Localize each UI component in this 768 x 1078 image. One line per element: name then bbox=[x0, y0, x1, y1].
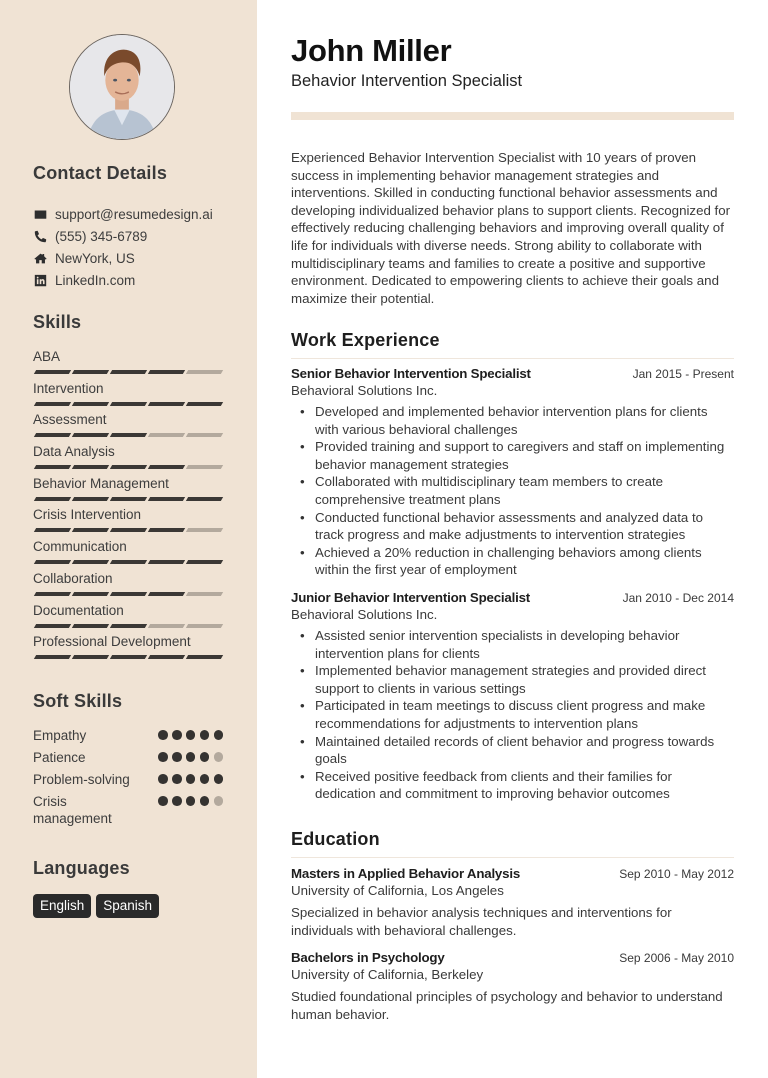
bullet: • Conducted functional behavior assessments and analyzed data to track progress and make adjustments to intervention strategies bbox=[291, 509, 734, 544]
degree-description: Studied foundational principles of psychology and behavior to understand human behavior. bbox=[291, 989, 723, 1022]
skill-level-bar bbox=[33, 465, 223, 469]
soft-skill-item bbox=[33, 771, 223, 793]
job-title: Junior Behavior Intervention Specialist bbox=[291, 590, 530, 605]
bullet: • Assisted senior intervention specialists in developing behavior intervention plans for clients bbox=[291, 627, 734, 662]
soft-skill-rating bbox=[158, 727, 223, 740]
skill-level-segment bbox=[72, 655, 109, 659]
contact-list bbox=[33, 203, 213, 291]
soft-skills-heading: Soft Skills bbox=[33, 691, 123, 711]
skill-level-segment bbox=[72, 592, 109, 596]
languages-heading: Languages bbox=[33, 858, 130, 878]
skill-level-segment bbox=[110, 370, 147, 374]
skill-name: Professional Development bbox=[33, 634, 191, 650]
skill-level-bar bbox=[33, 370, 223, 374]
skill-item bbox=[33, 602, 223, 634]
skill-item bbox=[33, 443, 223, 475]
rating-dot-icon bbox=[158, 752, 168, 762]
skill-level-segment bbox=[72, 497, 109, 501]
rating-dot-icon bbox=[214, 796, 224, 806]
skill-name: Intervention bbox=[33, 380, 104, 396]
rating-dot-icon bbox=[200, 796, 210, 806]
profile-summary: Experienced Behavior Intervention Specialist with 10 years of proven success in implementing behavior management strategies and interventions. Skilled in conducting functional behavior assessments and developing individualized behavior plans to support clients. Recognized for effectively reducing challenging behaviors and improving overall quality of life for individuals with diverse needs. Strong ability to collaborate with multidisciplinary teams and families to create a positive and supportive environment. Dedicated to empowering clients to achieve their goals and maximize their potential. bbox=[291, 150, 731, 306]
institution: University of California, Berkeley bbox=[291, 967, 484, 982]
rating-dot-icon bbox=[158, 796, 168, 806]
skill-level-segment bbox=[186, 528, 223, 532]
rating-dot-icon bbox=[200, 730, 210, 740]
skill-item bbox=[33, 538, 223, 570]
person-photo-icon bbox=[70, 35, 174, 139]
skill-level-segment bbox=[148, 433, 185, 437]
rating-dot-icon bbox=[214, 752, 224, 762]
soft-skill-name: Empathy bbox=[33, 728, 87, 743]
bullet: • Participated in team meetings to discuss client progress and make recommendations for adjustments to intervention plans bbox=[291, 697, 734, 732]
skill-level-segment bbox=[186, 592, 223, 596]
job-date: Jan 2015 - Present bbox=[632, 367, 734, 381]
skill-level-segment bbox=[34, 624, 71, 628]
skill-level-segment bbox=[34, 560, 71, 564]
language-badge-spanish: Spanish bbox=[96, 894, 159, 918]
skill-level-segment bbox=[186, 655, 223, 659]
degree-title: Bachelors in Psychology bbox=[291, 950, 445, 965]
skill-level-segment bbox=[110, 624, 147, 628]
bullet: • Received positive feedback from clients and their families for dedication and commitment to improving behavior outcomes bbox=[291, 768, 734, 803]
soft-skill-rating bbox=[158, 793, 223, 806]
bullet: • Achieved a 20% reduction in challenging behaviors among clients within the first year of employment bbox=[291, 544, 734, 579]
rating-dot-icon bbox=[172, 774, 182, 784]
degree-date: Sep 2006 - May 2010 bbox=[619, 951, 734, 965]
rating-dot-icon bbox=[214, 730, 224, 740]
skill-level-segment bbox=[72, 528, 109, 532]
rating-dot-icon bbox=[200, 774, 210, 784]
skill-level-segment bbox=[72, 560, 109, 564]
skill-level-segment bbox=[148, 370, 185, 374]
contact-linkedin-text: LinkedIn.com bbox=[55, 272, 136, 288]
skill-level-segment bbox=[110, 592, 147, 596]
contact-heading: Contact Details bbox=[33, 163, 168, 183]
skill-level-segment bbox=[110, 528, 147, 532]
education-entry-masters bbox=[291, 866, 734, 939]
skill-level-bar bbox=[33, 560, 223, 564]
rating-dot-icon bbox=[186, 774, 196, 784]
skill-level-segment bbox=[148, 465, 185, 469]
soft-skills-list bbox=[33, 727, 223, 827]
skill-level-segment bbox=[186, 497, 223, 501]
job-date: Jan 2010 - Dec 2014 bbox=[622, 591, 734, 605]
main-content bbox=[291, 0, 734, 1078]
skill-level-segment bbox=[148, 624, 185, 628]
soft-skill-rating bbox=[158, 771, 223, 784]
skill-level-segment bbox=[148, 655, 185, 659]
skill-level-segment bbox=[34, 433, 71, 437]
skill-item bbox=[33, 348, 223, 380]
contact-email-text: support@resumedesign.ai bbox=[55, 206, 213, 222]
skill-level-segment bbox=[110, 402, 147, 406]
skill-level-segment bbox=[110, 560, 147, 564]
skill-level-segment bbox=[186, 370, 223, 374]
home-icon bbox=[33, 251, 47, 265]
phone-icon bbox=[33, 229, 47, 243]
degree-description: Specialized in behavior analysis techniques and interventions for individuals with behavioral challenges. bbox=[291, 905, 672, 938]
skill-name: ABA bbox=[33, 349, 61, 364]
skill-level-segment bbox=[186, 433, 223, 437]
linkedin-icon bbox=[33, 273, 47, 287]
skill-level-bar bbox=[33, 433, 223, 437]
contact-phone-text: (555) 345-6789 bbox=[55, 228, 148, 244]
profile-photo bbox=[69, 34, 175, 140]
skill-level-segment bbox=[186, 624, 223, 628]
soft-skill-item bbox=[33, 749, 223, 771]
skill-level-bar bbox=[33, 528, 223, 532]
contact-location-text: NewYork, US bbox=[55, 250, 135, 266]
rating-dot-icon bbox=[158, 730, 168, 740]
skill-name: Crisis Intervention bbox=[33, 507, 142, 523]
skill-level-segment bbox=[148, 402, 185, 406]
work-entry-junior bbox=[291, 590, 734, 803]
skill-name: Data Analysis bbox=[33, 444, 115, 460]
skill-level-segment bbox=[186, 402, 223, 406]
bullet: • Maintained detailed records of client behavior and progress towards goals bbox=[291, 733, 734, 768]
rating-dot-icon bbox=[158, 774, 168, 784]
bullet: • Developed and implemented behavior intervention plans for clients with various behavioral challenges bbox=[291, 403, 734, 438]
education-entry-bachelors bbox=[291, 950, 734, 1023]
skill-level-segment bbox=[72, 624, 109, 628]
skill-level-segment bbox=[34, 402, 71, 406]
skill-level-segment bbox=[110, 465, 147, 469]
candidate-role: Behavior Intervention Specialist bbox=[291, 72, 523, 90]
work-experience-heading: Work Experience bbox=[291, 330, 734, 359]
skill-name: Documentation bbox=[33, 602, 124, 618]
skill-level-segment bbox=[148, 497, 185, 501]
sidebar bbox=[0, 0, 257, 1078]
contact-location bbox=[33, 247, 213, 269]
soft-skill-item bbox=[33, 727, 223, 749]
skill-level-segment bbox=[34, 528, 71, 532]
languages-list bbox=[33, 894, 159, 918]
skill-level-segment bbox=[186, 560, 223, 564]
soft-skill-item bbox=[33, 793, 223, 827]
skill-level-bar bbox=[33, 592, 223, 596]
skill-level-bar bbox=[33, 655, 223, 659]
rating-dot-icon bbox=[172, 730, 182, 740]
soft-skill-name: Crisis management bbox=[33, 794, 112, 826]
work-entry-senior bbox=[291, 366, 734, 579]
bullet: • Collaborated with multidisciplinary team members to create comprehensive treatment plans bbox=[291, 473, 734, 508]
skill-item bbox=[33, 411, 223, 443]
skill-level-segment bbox=[34, 370, 71, 374]
skill-level-bar bbox=[33, 402, 223, 406]
rating-dot-icon bbox=[214, 774, 224, 784]
skill-name: Communication bbox=[33, 539, 127, 555]
soft-skill-rating bbox=[158, 749, 223, 762]
skill-level-segment bbox=[34, 497, 71, 501]
skill-level-bar bbox=[33, 624, 223, 628]
skill-level-segment bbox=[34, 465, 71, 469]
skill-item bbox=[33, 475, 223, 507]
rating-dot-icon bbox=[172, 752, 182, 762]
envelope-icon bbox=[33, 207, 47, 221]
rating-dot-icon bbox=[172, 796, 182, 806]
degree-title: Masters in Applied Behavior Analysis bbox=[291, 866, 521, 881]
skill-level-segment bbox=[34, 592, 71, 596]
skill-level-segment bbox=[110, 433, 147, 437]
language-badge-english: English bbox=[33, 894, 91, 918]
header-accent-bar bbox=[291, 112, 734, 120]
skill-level-segment bbox=[34, 655, 71, 659]
bullet: • Provided training and support to caregivers and staff on implementing behavior management strategies bbox=[291, 438, 734, 473]
soft-skill-name: Patience bbox=[33, 750, 86, 765]
soft-skill-name: Problem-solving bbox=[33, 772, 130, 787]
skill-level-segment bbox=[72, 402, 109, 406]
job-bullets bbox=[291, 627, 734, 803]
skill-level-segment bbox=[72, 433, 109, 437]
skill-level-segment bbox=[148, 560, 185, 564]
bullet: • Implemented behavior management strategies and provided direct support to clients in various settings bbox=[291, 662, 734, 697]
rating-dot-icon bbox=[186, 796, 196, 806]
skill-level-bar bbox=[33, 497, 223, 501]
job-bullets bbox=[291, 403, 734, 579]
rating-dot-icon bbox=[200, 752, 210, 762]
education-heading: Education bbox=[291, 829, 734, 858]
skill-level-segment bbox=[110, 655, 147, 659]
degree-date: Sep 2010 - May 2012 bbox=[619, 867, 734, 881]
job-company: Behavioral Solutions Inc. bbox=[291, 607, 438, 622]
institution: University of California, Los Angeles bbox=[291, 883, 504, 898]
rating-dot-icon bbox=[186, 730, 196, 740]
skill-name: Assessment bbox=[33, 412, 107, 428]
job-company: Behavioral Solutions Inc. bbox=[291, 383, 438, 398]
skill-item bbox=[33, 633, 223, 665]
skill-level-segment bbox=[148, 592, 185, 596]
skill-level-segment bbox=[186, 465, 223, 469]
contact-phone[interactable] bbox=[33, 225, 213, 247]
job-title: Senior Behavior Intervention Specialist bbox=[291, 366, 531, 381]
contact-email[interactable] bbox=[33, 203, 213, 225]
skill-item bbox=[33, 380, 223, 412]
skill-level-segment bbox=[148, 528, 185, 532]
rating-dot-icon bbox=[186, 752, 196, 762]
candidate-name: John Miller bbox=[291, 33, 452, 68]
skill-name: Collaboration bbox=[33, 570, 113, 586]
skill-item bbox=[33, 570, 223, 602]
skills-heading: Skills bbox=[33, 312, 82, 332]
skill-level-segment bbox=[72, 465, 109, 469]
contact-linkedin[interactable] bbox=[33, 269, 213, 291]
skill-level-segment bbox=[110, 497, 147, 501]
skill-level-segment bbox=[72, 370, 109, 374]
skills-list bbox=[33, 348, 223, 665]
skill-item bbox=[33, 506, 223, 538]
skill-name: Behavior Management bbox=[33, 475, 169, 491]
